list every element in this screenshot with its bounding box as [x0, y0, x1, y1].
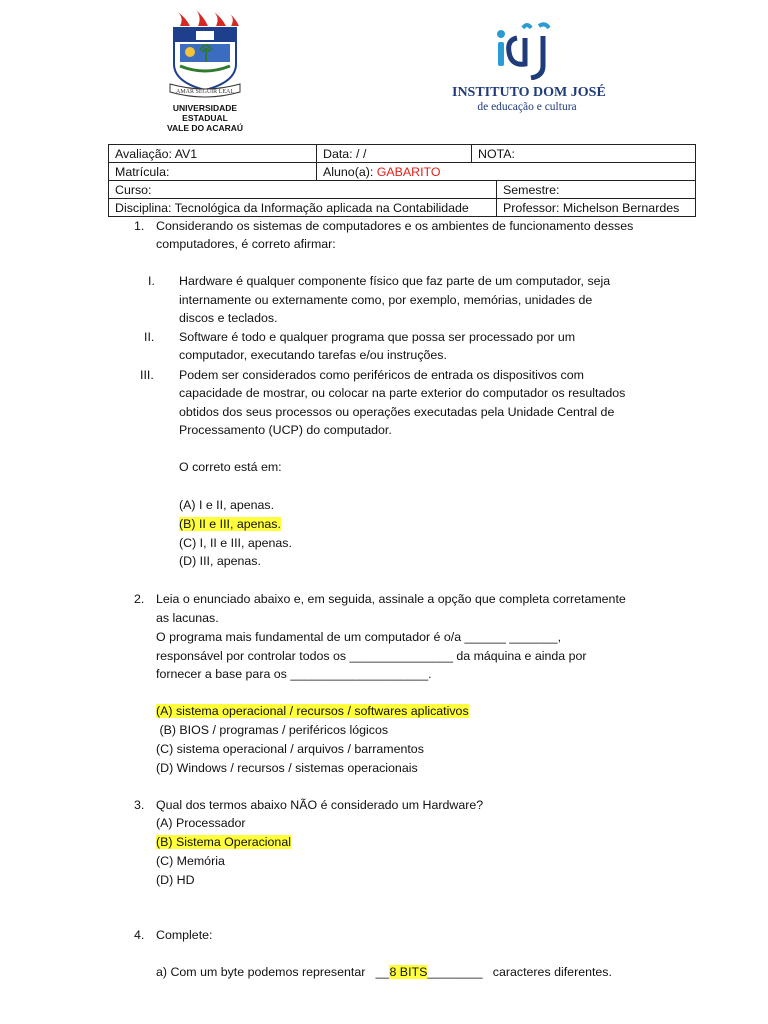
- q1-item-ii-line2: computador, executando tarefas e/ou instruções.: [179, 348, 447, 362]
- q3-number: 3.: [134, 798, 145, 812]
- q1-text-line1: Considerando os sistemas de computadores e os ambientes de funcionamento desses: [156, 219, 634, 233]
- q1-item-i-line2: internamente ou externamente como, por exemplo, memórias, unidades de: [179, 293, 593, 307]
- q1-item-iii-number: III.: [140, 368, 154, 382]
- university-name-line2: VALE DO ACARAÚ: [166, 123, 244, 133]
- institute-title: INSTITUTO DOM JOSÉ: [452, 85, 606, 100]
- q2-option-a: (A) sistema operacional / recursos / softwares aplicativos: [156, 704, 469, 718]
- nota-cell: NOTA:: [472, 145, 696, 163]
- q1-number: 1.: [134, 219, 145, 233]
- curso-cell: Curso:: [109, 181, 497, 199]
- avaliacao-cell: Avaliação: AV1: [109, 145, 317, 163]
- q1-option-d: (D) III, apenas.: [179, 554, 261, 568]
- q1-item-i-line1: Hardware é qualquer componente físico que faz parte de um computador, seja: [179, 274, 611, 288]
- q1-option-c: (C) I, II e III, apenas.: [179, 536, 292, 550]
- q3-option-b: (B) Sistema Operacional: [156, 835, 291, 849]
- q4-text-line1: Complete:: [156, 928, 213, 942]
- q3-option-c: (C) Memória: [156, 854, 225, 868]
- semestre-cell: Semestre:: [497, 181, 696, 199]
- institute-subtitle: de educação e cultura: [477, 101, 577, 113]
- university-motto: AMAR SEGUIR LEAL: [176, 89, 234, 95]
- q1-item-iii-line3: obtidos dos seus processos ou operações executadas pela Unidade Central de: [179, 405, 615, 419]
- q2-text-line1: Leia o enunciado abaixo e, em seguida, assinale a opção que completa corretamente: [156, 592, 626, 606]
- q3-option-a: (A) Processador: [156, 816, 246, 830]
- aluno-value: GABARITO: [376, 164, 441, 179]
- q1-text-line2: computadores, é correto afirmar:: [156, 237, 336, 251]
- q1-item-i-line3: discos e teclados.: [179, 311, 278, 325]
- q2-number: 2.: [134, 592, 145, 606]
- q1-item-ii-number: II.: [144, 330, 155, 344]
- q4-item-a-prefix: a) Com um byte podemos representar __: [156, 965, 390, 979]
- q1-option-a: (A) I e II, apenas.: [179, 498, 275, 512]
- q3-option-d: (D) HD: [156, 873, 195, 887]
- q1-item-ii-line1: Software é todo e qualquer programa que possa ser processado por um: [179, 330, 576, 344]
- q2-option-c: (C) sistema operacional / arquivos / barramentos: [156, 742, 424, 756]
- q4-item-a: [156, 963, 612, 981]
- q2-text-line4: responsável por controlar todos os _______________ da máquina e ainda por: [156, 649, 587, 663]
- q1-item-iii-line1: Podem ser considerados como periféricos de entrada os dispositivos com: [179, 368, 584, 382]
- university-name-line1: UNIVERSIDADE ESTADUAL: [172, 103, 238, 123]
- q2-text-line2: as lacunas.: [156, 611, 219, 625]
- q2-text-line5: fornecer a base para os ____________________.: [156, 667, 432, 681]
- q4-item-a-answer: 8 BITS: [389, 965, 428, 979]
- matricula-cell: Matrícula:: [109, 163, 317, 181]
- q1-item-i-number: I.: [148, 274, 155, 288]
- data-cell: Data: / /: [317, 145, 472, 163]
- q2-text-line3: O programa mais fundamental de um computador é o/a ______ _______,: [156, 630, 562, 644]
- q2-option-d: (D) Windows / recursos / sistemas operacionais: [156, 761, 418, 775]
- q1-option-b: (B) II e III, apenas.: [179, 517, 281, 531]
- q2-option-b: (B) BIOS / programas / periféricos lógicos: [156, 723, 389, 737]
- q4-item-a-suffix: ________ caracteres diferentes.: [427, 965, 612, 979]
- q1-prompt: O correto está em:: [179, 460, 282, 474]
- disciplina-cell: Disciplina: Tecnológica da Informação aplicada na Contabilidade: [109, 199, 497, 217]
- q4-number: 4.: [134, 928, 145, 942]
- q3-text-line1: Qual dos termos abaixo NÃO é considerado um Hardware?: [156, 798, 484, 812]
- professor-cell: Professor: Michelson Bernardes: [497, 199, 696, 217]
- q1-item-iii-line4: Processamento (UCP) do computador.: [179, 423, 392, 437]
- q1-item-iii-line2: capacidade de mostrar, ou colocar na parte exterior do computador os resultados: [179, 386, 626, 400]
- aluno-label: Aluno(a):: [323, 164, 377, 179]
